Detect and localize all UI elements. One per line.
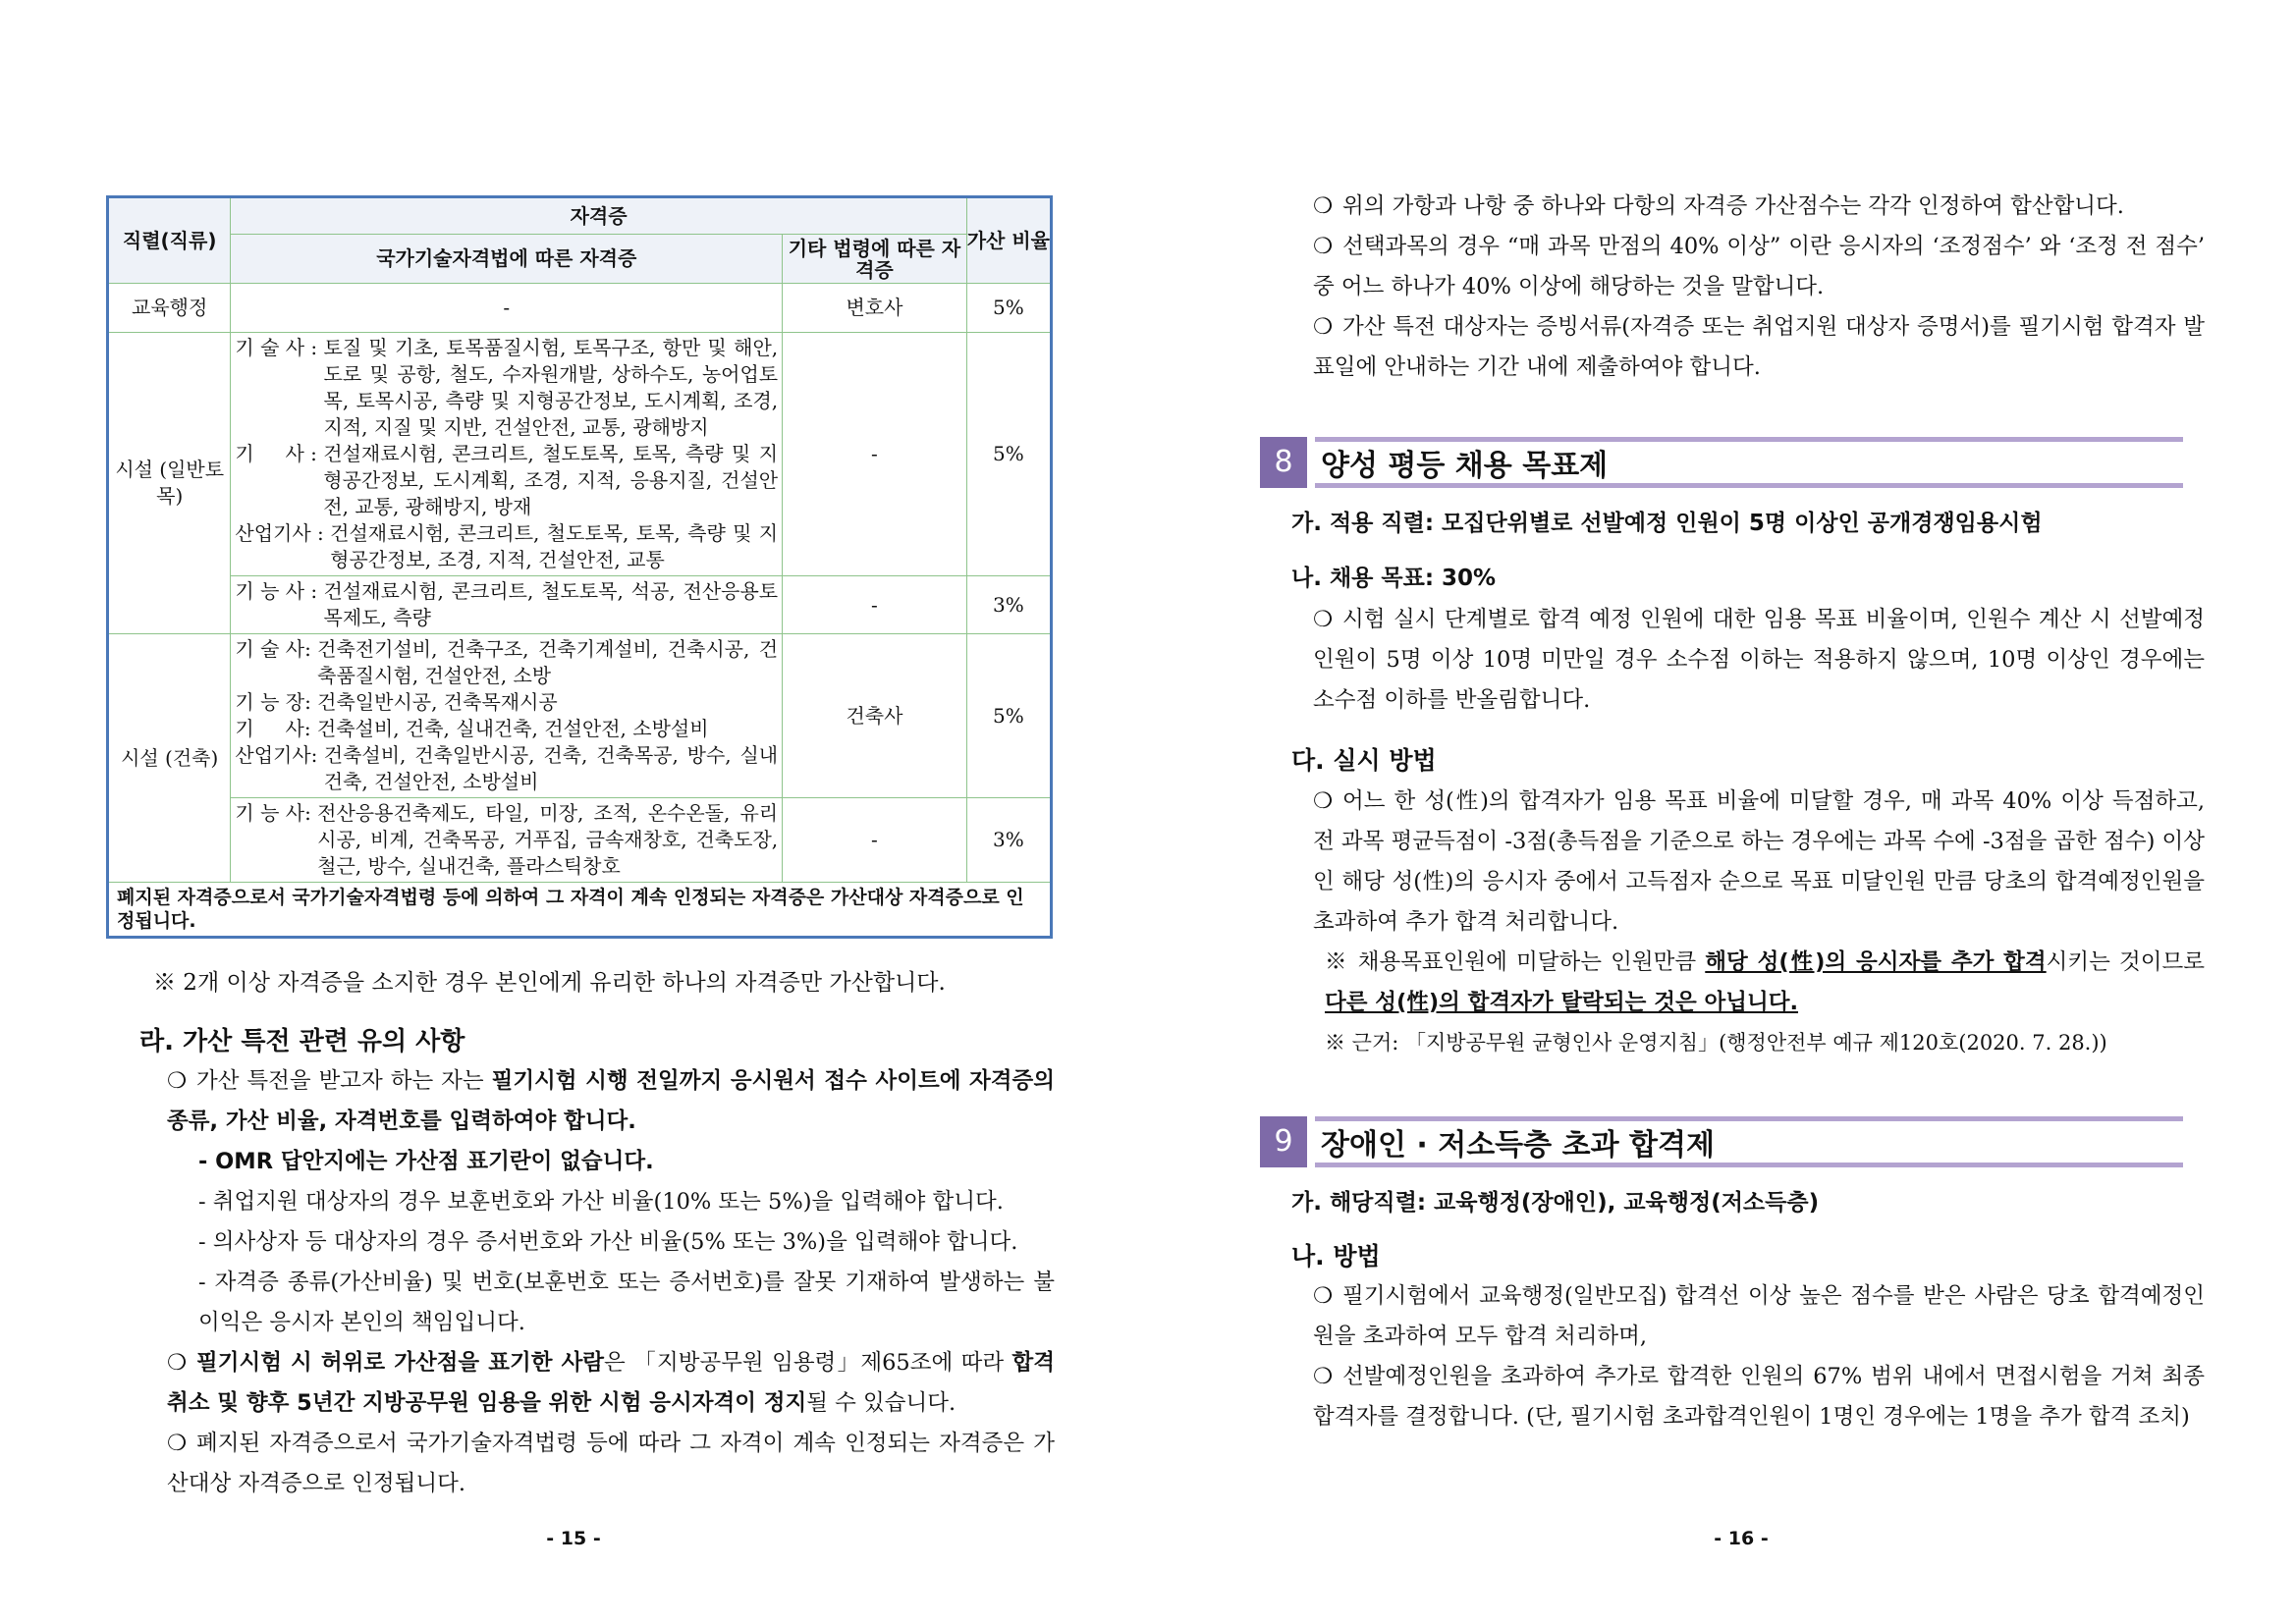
header-job: 직렬(직류) (108, 197, 231, 284)
dash-item-veterans: - 취업지원 대상자의 경우 보훈번호와 가산 비율(10% 또는 5%)을 입력해야 합니다. (198, 1189, 1004, 1215)
circle-bullet-icon: ❍ (1313, 193, 1334, 219)
bullet-text: 어느 한 성(性)의 합격자가 임용 목표 비율에 미달할 경우, 매 과목 40% 이상 득점하고, 전 과목 평균득점이 -3점(총득점을 기준으로 하는 경우에는 과목 수에 -3점을 곱한 점수) 이상인 해당 성(性)의 응시자 중에서 고득점자 순으로 목표 미달인원 만큼 당초의 합격예정인원을 초과하여 추가 합격 처리합니다. (1313, 788, 2205, 935)
cert-list (231, 798, 783, 883)
note-multiple-certs: ※ 2개 이상 자격증을 소지한 경우 본인에게 유리한 하나의 자격증만 가산합니다. (153, 970, 946, 996)
header-other: 기타 법령에 따른 자격증 (783, 235, 967, 284)
header-cert: 자격증 (231, 197, 966, 235)
bullet-item (167, 1343, 1055, 1424)
cert-grade: 기 사: (235, 717, 317, 740)
bullet-item (1313, 1276, 2205, 1357)
row-national: - (231, 284, 783, 333)
section-8-da: 다. 실시 방법 (1291, 746, 1437, 775)
section-9-body (1313, 1276, 2205, 1437)
bullet-text: 은 「지방공무원 임용령」제65조에 따라 (604, 1350, 1012, 1376)
row-other: - (783, 576, 967, 634)
table-footnote: 폐지된 자격증으로서 국가기술자격법령 등에 의하여 그 자격이 계속 인정되는 자격증은 가산대상 자격증으로 인정됩니다. (108, 883, 1052, 938)
dash-item-omr: - OMR 답안지에는 가산점 표기란이 없습니다. (198, 1149, 654, 1174)
header-rate: 가산 비율 (966, 197, 1051, 284)
note-text: ※ 채용목표인원에 미달하는 인원만큼 (1325, 949, 1706, 975)
bullet-item (1313, 1357, 2205, 1437)
cert-names: 건축일반시공, 건축목재시공 (317, 690, 558, 714)
bullet-text-bold: 필기시험 시 허위로 가산점을 표기한 사람 (196, 1350, 605, 1376)
bullet-text-bold: 합격 취소 및 향후 5년간 지방공무원 임용을 위한 시험 응시자격이 정지 (167, 1350, 1055, 1416)
cert-grade: 기 술 사 : (235, 336, 324, 359)
bullet-text: 선택과목의 경우 “매 과목 만점의 40% 이상” 이란 응시자의 ‘조정점수’ 와 ‘조정 전 점수’ 중 어느 하나가 40% 이상에 해당하는 것을 말합니다. (1313, 234, 2205, 299)
row-other: 건축사 (783, 634, 967, 798)
bullet-item (167, 1424, 1055, 1504)
bullet-text: 가산 특전 대상자는 증빙서류(자격증 또는 취업지원 대상자 증명서)를 필기시험 합격자 발표일에 안내하는 기간 내에 제출하여야 합니다. (1313, 314, 2205, 380)
section-number: 9 (1260, 1116, 1307, 1167)
section-bar (1315, 483, 2183, 488)
note-emphasis: 해당 성(性)의 응시자를 추가 합격 (1705, 949, 2047, 975)
row-other: - (783, 798, 967, 883)
cert-grade: 산업기사 : (235, 521, 331, 545)
section-8-ga: 가. 적용 직렬: 모집단위별로 선발예정 인원이 5명 이상인 공개경쟁임용시험 (1291, 511, 2043, 536)
bullet-text: 폐지된 자격증으로서 국가기술자격법령 등에 따라 그 자격이 계속 인정되는 자격증은 가산대상 자격증으로 인정됩니다. (167, 1431, 1055, 1496)
table-row (108, 284, 1052, 333)
cert-names: 건축설비, 건축일반시공, 건축, 건축목공, 방수, 실내건축, 건설안전, 소방설비 (323, 743, 779, 793)
bullet-text: 가산 특전을 받고자 하는 자는 (196, 1068, 492, 1094)
circle-bullet-icon: ❍ (1313, 314, 1334, 340)
cert-grade: 기 사 : (235, 442, 324, 465)
cert-names: 건설재료시험, 콘크리트, 철도토목, 석공, 전산응용토목제도, 측량 (323, 579, 779, 629)
cert-names: 건설재료시험, 콘크리트, 철도토목, 토목, 측량 및 지형공간정보, 도시계획, 조경, 지적, 응용지질, 건설안전, 교통, 광해방지, 방재 (323, 442, 779, 518)
section-8-da-body (1313, 782, 2205, 1063)
bullet-text: 될 수 있습니다. (806, 1390, 957, 1416)
page-number: - 15 - (546, 1528, 601, 1549)
row-rate: 5% (966, 284, 1051, 333)
bullet-item (167, 1061, 1055, 1142)
cert-grade: 기 능 장: (235, 690, 318, 714)
bullet-item (1313, 782, 2205, 943)
circle-bullet-icon: ❍ (1313, 1364, 1334, 1389)
section-title: 장애인 · 저소득층 초과 합격제 (1321, 1128, 1715, 1163)
row-rate: 3% (966, 798, 1051, 883)
row-other: 변호사 (783, 284, 967, 333)
bullet-item (1313, 600, 2205, 721)
row-job: 시설 (일반토목) (108, 333, 231, 634)
bullet-item (1313, 227, 2205, 307)
section-8-na-body (1313, 600, 2205, 721)
section-bar (1315, 1163, 2183, 1167)
table-row (108, 576, 1052, 634)
note-target (1313, 943, 2205, 1023)
section-8-na: 나. 채용 목표: 30% (1291, 566, 1497, 591)
section-ra-body (167, 1061, 1055, 1504)
circle-bullet-icon: ❍ (167, 1431, 188, 1456)
cert-names: 토질 및 기초, 토목품질시험, 토목구조, 항만 및 해안, 도로 및 공항, 철도, 수자원개발, 상하수도, 농어업토목, 토목시공, 측량 및 지형공간정보, 도시계획, 조경, 지적, 지질 및 지반, 건설안전, 교통, 광해방지 (323, 336, 779, 439)
cert-list (231, 333, 783, 576)
row-job: 교육행정 (108, 284, 231, 333)
cert-names: 건축설비, 건축, 실내건축, 건설안전, 소방설비 (316, 717, 709, 740)
row-rate: 5% (966, 634, 1051, 798)
circle-bullet-icon: ❍ (1313, 1283, 1334, 1309)
dash-item-casualty: - 의사상자 등 대상자의 경우 증서번호와 가산 비율(5% 또는 3%)을 입력해야 합니다. (198, 1229, 1018, 1255)
cert-list (231, 576, 783, 634)
table-row (108, 333, 1052, 576)
cert-list (231, 634, 783, 798)
table-row (108, 634, 1052, 798)
header-national: 국가기술자격법에 따른 자격증 (231, 235, 783, 284)
cert-grade: 기 능 사 : (235, 579, 324, 603)
intro-bullets (1313, 187, 2205, 388)
page-16 (1148, 0, 2296, 1623)
cert-grade: 기 술 사: (235, 637, 318, 661)
circle-bullet-icon: ❍ (167, 1350, 188, 1376)
bullet-text-bold: 필기시험 시행 전일까지 응시원서 접수 사이트에 자격증의 종류, 가산 비율, 자격번호를 입력하여야 합니다. (167, 1068, 1055, 1134)
certificate-table (106, 195, 1053, 939)
cert-names: 건축전기설비, 건축구조, 건축기계설비, 건축시공, 건축품질시험, 건설안전, 소방 (317, 637, 779, 687)
section-ra-title: 라. 가산 특전 관련 유의 사항 (139, 1027, 465, 1056)
note-text: 시키는 것이므로 (2046, 949, 2205, 975)
bullet-item (1313, 187, 2205, 227)
section-9-na: 나. 방법 (1291, 1242, 1381, 1271)
cert-grade: 산업기사: (235, 743, 324, 767)
section-number: 8 (1260, 437, 1307, 488)
circle-bullet-icon: ❍ (1313, 234, 1334, 259)
section-title: 양성 평등 채용 목표제 (1321, 449, 1609, 483)
cert-grade: 기 능 사: (235, 801, 318, 825)
bullet-text: 선발예정인원을 초과하여 추가로 합격한 인원의 67% 범위 내에서 면접시험을 거쳐 최종 합격자를 결정합니다. (단, 필기시험 초과합격인원이 1명인 경우에는 1명을 추가 합격 조치) (1313, 1364, 2205, 1430)
circle-bullet-icon: ❍ (1313, 788, 1334, 814)
bullet-item (1313, 307, 2205, 388)
note-basis: ※ 근거: 「지방공무원 균형인사 운영지침」(행정안전부 예규 제120호(2020. 7. 28.)) (1325, 1031, 2107, 1055)
cert-names: 전산응용건축제도, 타일, 미장, 조적, 온수온돌, 유리시공, 비계, 건축목공, 거푸집, 금속재창호, 건축도장, 철근, 방수, 실내건축, 플라스틱창호 (317, 801, 779, 878)
dash-item-responsibility: - 자격증 종류(가산비율) 및 번호(보훈번호 또는 증서번호)를 잘못 기재하여 발생하는 불이익은 응시자 본인의 책임입니다. (198, 1270, 1055, 1335)
circle-bullet-icon: ❍ (167, 1068, 188, 1094)
circle-bullet-icon: ❍ (1313, 607, 1334, 632)
section-8-header (1260, 437, 2183, 488)
table-row (108, 798, 1052, 883)
row-job: 시설 (건축) (108, 634, 231, 883)
bullet-text: 위의 가항과 나항 중 하나와 다항의 자격증 가산점수는 각각 인정하여 합산합니다. (1342, 193, 2124, 219)
row-other: - (783, 333, 967, 576)
row-rate: 5% (966, 333, 1051, 576)
bullet-text: 시험 실시 단계별로 합격 예정 인원에 대한 임용 목표 비율이며, 인원수 계산 시 선발예정 인원이 5명 이상 10명 미만일 경우 소수점 이하는 적용하지 않으며, 10명 이상인 경우에는 소수점 이하를 반올림합니다. (1313, 607, 2205, 713)
bullet-text: 필기시험에서 교육행정(일반모집) 합격선 이상 높은 점수를 받은 사람은 당초 합격예정인원을 초과하여 모두 합격 처리하며, (1313, 1283, 2205, 1349)
note-emphasis: 다른 성(性)의 합격자가 탈락되는 것은 아닙니다. (1325, 990, 1799, 1015)
page-number: - 16 - (1714, 1528, 1769, 1549)
section-9-header (1260, 1116, 2183, 1167)
row-rate: 3% (966, 576, 1051, 634)
cert-names: 건설재료시험, 콘크리트, 철도토목, 토목, 측량 및 지형공간정보, 조경, 지적, 건설안전, 교통 (330, 521, 779, 571)
section-9-ga: 가. 해당직렬: 교육행정(장애인), 교육행정(저소득층) (1291, 1190, 1820, 1216)
